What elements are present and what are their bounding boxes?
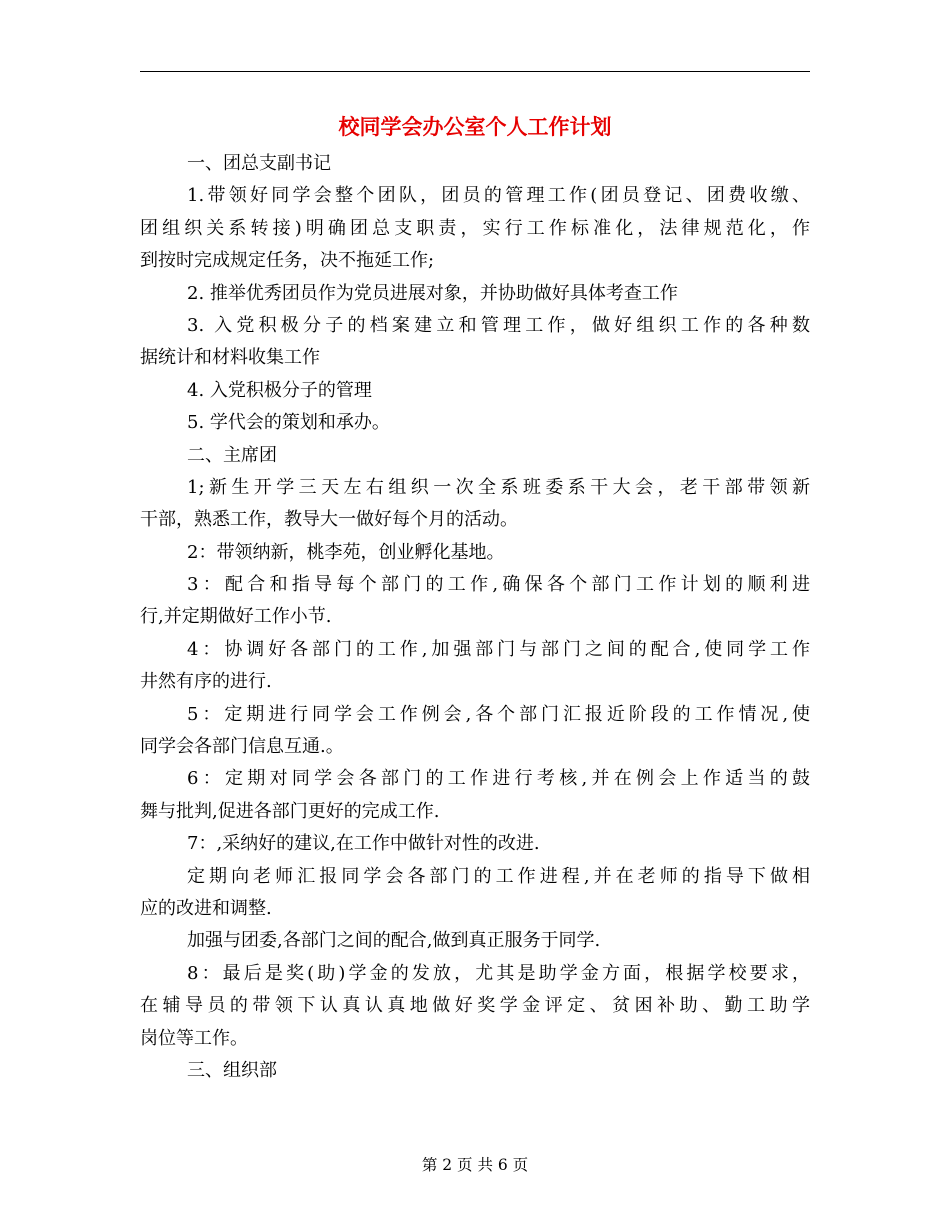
- text-line: 1.带领好同学会整个团队，团员的管理工作(团员登记、团费收缴、: [187, 185, 810, 207]
- text-line: 行,并定期做好工作小节.: [140, 606, 332, 628]
- text-line: 在辅导员的带领下认真认真地做好奖学金评定、贫困补助、勤工助学: [140, 995, 810, 1017]
- page-footer: 第 2 页 共 6 页: [421, 1156, 529, 1174]
- text-line: 2：带领纳新，桃李苑，创业孵化基地。: [187, 541, 505, 563]
- text-line: 加强与团委,各部门之间的配合,做到真正服务于同学.: [187, 930, 601, 952]
- text-line: 同学会各部门信息互通.。: [140, 736, 344, 758]
- text-line: 据统计和材料收集工作: [140, 347, 320, 369]
- text-line: 定期向老师汇报同学会各部门的工作进程,并在老师的指导下做相: [187, 865, 810, 887]
- text-line: 到按时完成规定任务，决不拖延工作;: [140, 250, 435, 272]
- text-line: 5. 学代会的策划和承办。: [187, 412, 390, 434]
- text-line: 6：定期对同学会各部门的工作进行考核,并在例会上作适当的鼓: [187, 768, 810, 790]
- text-line: 4. 入党积极分子的管理: [187, 379, 372, 401]
- text-line: 3. 入党积极分子的档案建立和管理工作，做好组织工作的各种数: [187, 314, 810, 336]
- text-line: 二、主席团: [187, 444, 277, 466]
- text-line: 应的改进和调整.: [140, 897, 272, 919]
- document-title: 校同学会办公室个人工作计划: [338, 114, 612, 139]
- document-body: [140, 148, 810, 1087]
- text-line: 团组织关系转接)明确团总支职责，实行工作标准化，法律规范化，作: [140, 217, 810, 239]
- text-line: 干部，熟悉工作，教导大一做好每个月的活动。: [140, 509, 518, 531]
- text-line: 1;新生开学三天左右组织一次全系班委系干大会，老干部带领新: [187, 476, 810, 498]
- text-line: 岗位等工作。: [140, 1027, 248, 1049]
- text-line: 5：定期进行同学会工作例会,各个部门汇报近阶段的工作情况,使: [187, 703, 810, 725]
- text-line: 舞与批判,促进各部门更好的完成工作.: [140, 800, 440, 822]
- text-line: 2. 推举优秀团员作为党员进展对象，并协助做好具体考查工作: [187, 282, 678, 304]
- text-line: 4：协调好各部门的工作,加强部门与部门之间的配合,使同学工作: [187, 638, 810, 660]
- header-rule: [140, 71, 810, 72]
- text-line: 井然有序的进行.: [140, 671, 272, 693]
- text-line: 7：,采纳好的建议,在工作中做针对性的改进.: [187, 833, 540, 855]
- text-line: 三、组织部: [187, 1059, 277, 1081]
- text-line: 8：最后是奖(助)学金的发放，尤其是助学金方面，根据学校要求，: [187, 962, 810, 984]
- text-line: 3：配合和指导每个部门的工作,确保各个部门工作计划的顺利进: [187, 574, 810, 596]
- text-line: 一、团总支副书记: [187, 153, 331, 174]
